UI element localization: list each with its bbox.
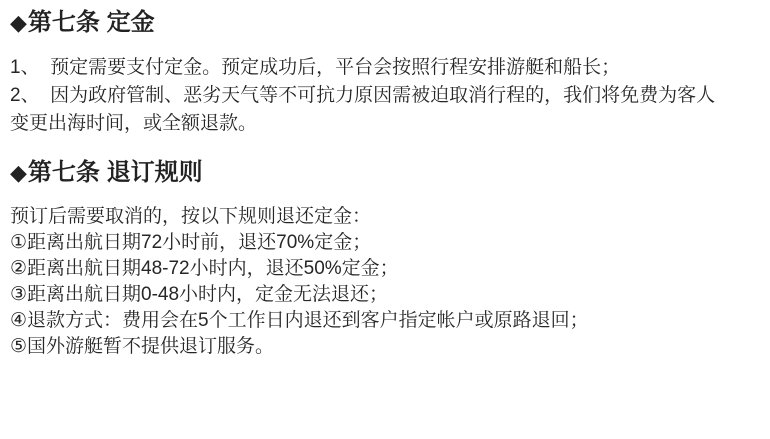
terms-line: 变更出海时间，或全额退款。 — [10, 113, 258, 134]
cancellation-heading-text: 第七条 退订规则 — [27, 159, 203, 186]
terms-line: ④退款方式：费用会在5个工作日内退还到客户指定帐户或原路退回； — [10, 310, 589, 331]
deposit-terms-body — [10, 54, 760, 138]
terms-line: 2、 因为政府管制、恶劣天气等不可抗力原因需被迫取消行程的，我们将免费为客人 — [10, 85, 716, 106]
diamond-bullet-icon: ◆ — [10, 160, 27, 185]
diamond-bullet-icon: ◆ — [10, 10, 27, 35]
terms-line: ⑤国外游艇暂不提供退订服务。 — [10, 336, 275, 357]
terms-line: 预订后需要取消的，按以下规则退还定金： — [10, 206, 372, 227]
terms-line: ①距离出航日期72小时前，退还70%定金； — [10, 232, 372, 253]
cancellation-section-heading — [10, 156, 760, 190]
terms-line: ③距离出航日期0-48小时内，定金无法退还； — [10, 284, 389, 305]
terms-line: 1、 预定需要支付定金。预定成功后，平台会按照行程安排游艇和船长； — [10, 57, 621, 78]
terms-line: ②距离出航日期48-72小时内，退还50%定金； — [10, 258, 399, 279]
section-cancellation-rules — [10, 156, 760, 360]
deposit-section-heading — [10, 6, 760, 40]
deposit-heading-text: 第七条 定金 — [27, 9, 155, 36]
cancellation-terms-body — [10, 204, 760, 360]
section-deposit — [10, 6, 760, 138]
